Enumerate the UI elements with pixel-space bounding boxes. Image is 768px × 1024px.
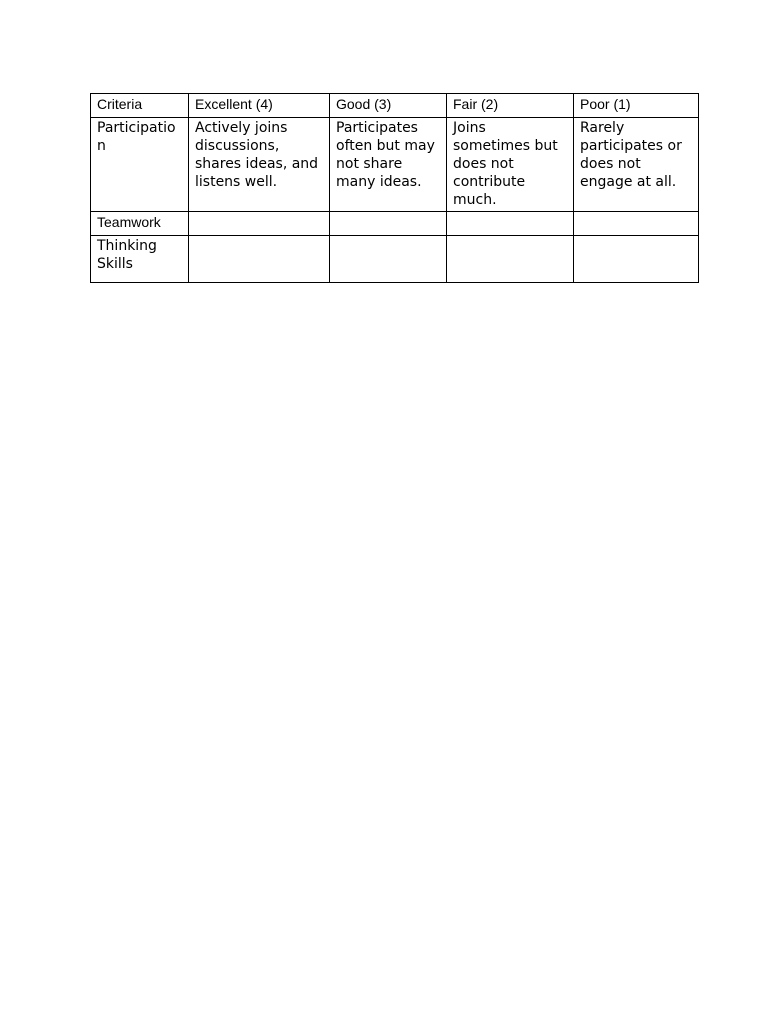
table-row [91, 236, 699, 283]
header-good: Good (3) [330, 94, 447, 118]
header-criteria: Criteria [91, 94, 189, 118]
header-poor: Poor (1) [574, 94, 699, 118]
excellent-cell: Actively joins discussions, shares ideas, and listens well. [189, 118, 330, 212]
criteria-cell: Teamwork [91, 212, 189, 236]
poor-cell: Rarely participates or does not engage at all. [574, 118, 699, 212]
table-row [91, 118, 699, 212]
criteria-cell: Thinking Skills [91, 236, 189, 283]
poor-cell [574, 212, 699, 236]
excellent-cell [189, 212, 330, 236]
poor-cell [574, 236, 699, 283]
fair-cell: Joins sometimes but does not contribute much. [447, 118, 574, 212]
good-cell [330, 212, 447, 236]
fair-cell [447, 212, 574, 236]
good-cell: Participates often but may not share many ideas. [330, 118, 447, 212]
criteria-cell: Participation [91, 118, 189, 212]
header-excellent: Excellent (4) [189, 94, 330, 118]
fair-cell [447, 236, 574, 283]
rubric-table [90, 93, 699, 283]
good-cell [330, 236, 447, 283]
table-header-row [91, 94, 699, 118]
header-fair: Fair (2) [447, 94, 574, 118]
excellent-cell [189, 236, 330, 283]
table-row [91, 212, 699, 236]
